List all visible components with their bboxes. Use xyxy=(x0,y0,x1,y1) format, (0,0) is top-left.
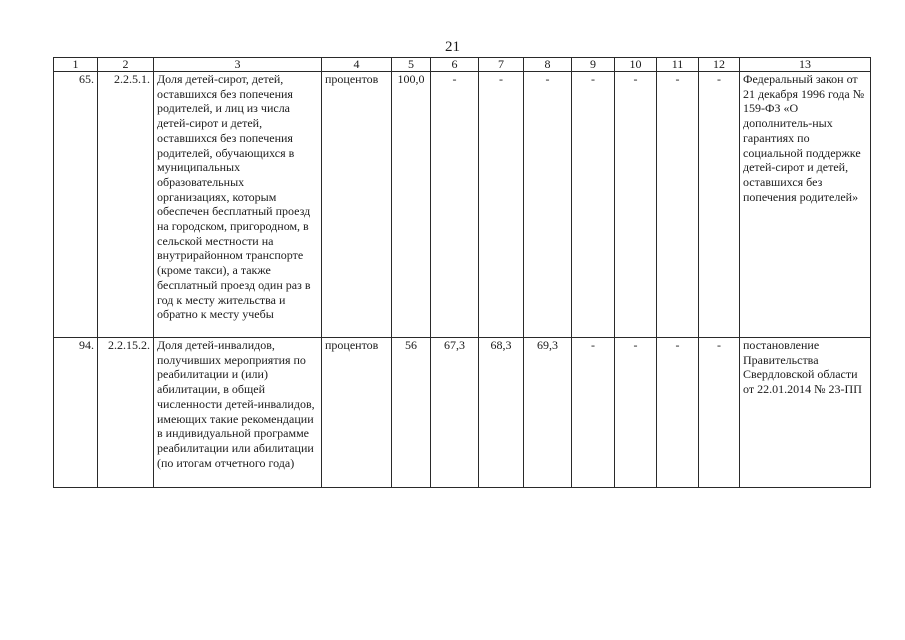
column-header-8: 8 xyxy=(524,58,572,72)
unit-of-measure: процентов xyxy=(322,338,392,488)
value-col-5: 56 xyxy=(392,338,431,488)
column-header-12: 12 xyxy=(699,58,740,72)
value-col-9: - xyxy=(572,72,615,338)
value-col-11: - xyxy=(657,72,699,338)
value-col-6: 67,3 xyxy=(431,338,479,488)
legal-source: постановление Правительства Свердловской области от 22.01.2014 № 23-ПП xyxy=(740,338,871,488)
indicator-name: Доля детей-сирот, детей, оставшихся без попечения родителей, и лиц из числа детей-сирот и детей, оставшихся без попечения родителей, обучающихся в муниципальных образовательных организациях, которым обеспечен бесплатный проезд на городском, пригородном, в сельской местности на внутрирайонном транспорте (кроме такси), а также бесплатный проезд один раз в год к месту жительства и обратно к месту учебы xyxy=(154,72,322,338)
column-header-1: 1 xyxy=(54,58,98,72)
value-col-6: - xyxy=(431,72,479,338)
value-col-12: - xyxy=(699,338,740,488)
page-number: 21 xyxy=(445,39,460,55)
row-number: 65. xyxy=(54,72,98,338)
column-header-6: 6 xyxy=(431,58,479,72)
value-col-7: 68,3 xyxy=(479,338,524,488)
table-row xyxy=(54,338,871,488)
header-row xyxy=(54,58,871,72)
value-col-12: - xyxy=(699,72,740,338)
value-col-8: - xyxy=(524,72,572,338)
column-header-11: 11 xyxy=(657,58,699,72)
column-header-2: 2 xyxy=(98,58,154,72)
value-col-11: - xyxy=(657,338,699,488)
indicator-code: 2.2.15.2. xyxy=(98,338,154,488)
value-col-10: - xyxy=(615,338,657,488)
column-header-7: 7 xyxy=(479,58,524,72)
column-header-3: 3 xyxy=(154,58,322,72)
column-header-10: 10 xyxy=(615,58,657,72)
indicator-code: 2.2.5.1. xyxy=(98,72,154,338)
row-number: 94. xyxy=(54,338,98,488)
column-header-4: 4 xyxy=(322,58,392,72)
legal-source: Федеральный закон от 21 декабря 1996 года № 159-ФЗ «О дополнитель-ных гарантиях по социальной поддержке детей-сирот и детей, оставшихся без попечения родителей» xyxy=(740,72,871,338)
indicators-table xyxy=(53,57,871,488)
column-header-5: 5 xyxy=(392,58,431,72)
value-col-5: 100,0 xyxy=(392,72,431,338)
column-header-13: 13 xyxy=(740,58,871,72)
value-col-10: - xyxy=(615,72,657,338)
column-header-9: 9 xyxy=(572,58,615,72)
table-row xyxy=(54,72,871,338)
value-col-7: - xyxy=(479,72,524,338)
value-col-9: - xyxy=(572,338,615,488)
value-col-8: 69,3 xyxy=(524,338,572,488)
indicator-name: Доля детей-инвалидов, получивших мероприятия по реабилитации и (или) абилитации, в общей численности детей-инвалидов, имеющих такие рекомендации в индивидуальной программе реабилитации или абилитации (по итогам отчетного года) xyxy=(154,338,322,488)
unit-of-measure: процентов xyxy=(322,72,392,338)
